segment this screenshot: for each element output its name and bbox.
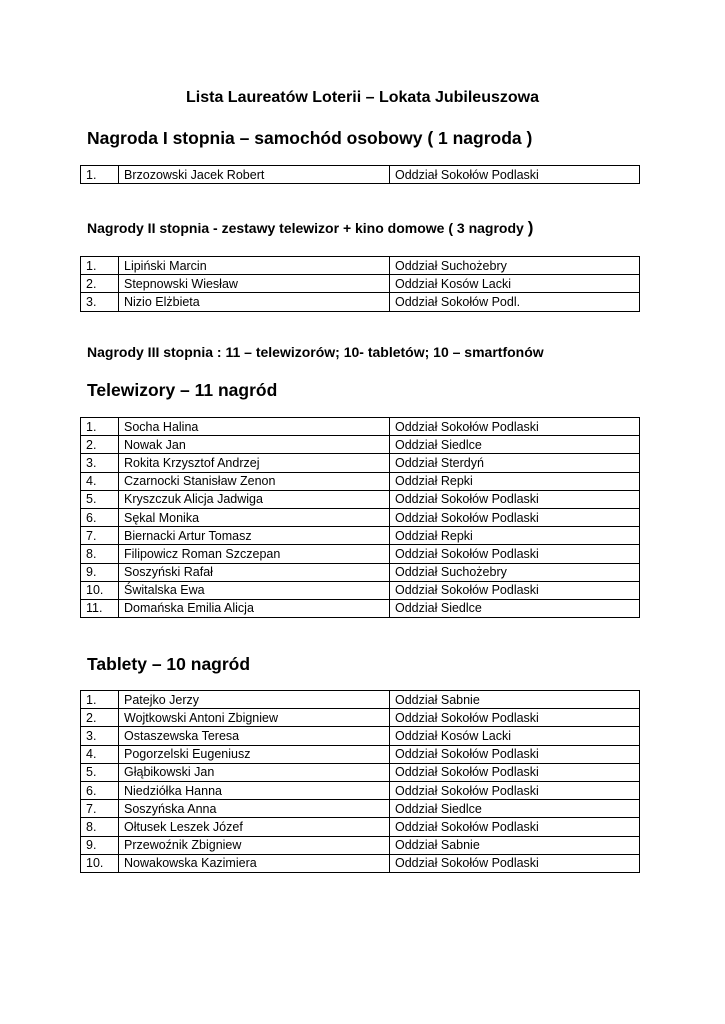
branch-name: Oddział Siedlce <box>390 599 640 617</box>
winner-name: Pogorzelski Eugeniusz <box>119 745 390 763</box>
winner-name: Ostaszewska Teresa <box>119 727 390 745</box>
row-number: 6. <box>81 508 119 526</box>
row-number: 2. <box>81 436 119 454</box>
prize2-heading-close: ) <box>527 218 534 237</box>
table-row <box>81 472 640 490</box>
row-number: 4. <box>81 745 119 763</box>
branch-name: Oddział Repki <box>390 472 640 490</box>
table-row <box>81 508 640 526</box>
winner-name: Socha Halina <box>119 418 390 436</box>
row-number: 8. <box>81 818 119 836</box>
row-number: 8. <box>81 545 119 563</box>
winner-name: Sękal Monika <box>119 508 390 526</box>
row-number: 10. <box>81 854 119 872</box>
winner-name: Biernacki Artur Tomasz <box>119 527 390 545</box>
winner-name: Nowak Jan <box>119 436 390 454</box>
table-row <box>81 257 640 275</box>
branch-name: Oddział Sabnie <box>390 691 640 709</box>
tv-table <box>80 417 640 618</box>
branch-name: Oddział Sokołów Podlaski <box>390 545 640 563</box>
table-row <box>81 490 640 508</box>
winner-name: Lipiński Marcin <box>119 257 390 275</box>
prize2-heading-text: Nagrody II stopnia - zestawy telewizor + kino domowe ( 3 nagrody <box>87 220 524 236</box>
winner-name: Domańska Emilia Alicja <box>119 599 390 617</box>
prize2-table <box>80 256 640 312</box>
branch-name: Oddział Sokołów Podlaski <box>390 763 640 781</box>
row-number: 1. <box>81 691 119 709</box>
prize1-table <box>80 165 640 184</box>
winner-name: Nowakowska Kazimiera <box>119 854 390 872</box>
row-number: 2. <box>81 709 119 727</box>
winner-name: Niedziółka Hanna <box>119 781 390 799</box>
table-row <box>81 545 640 563</box>
branch-name: Oddział Sokołów Podlaski <box>390 854 640 872</box>
branch-name: Oddział Sokołów Podlaski <box>390 709 640 727</box>
table-row <box>81 854 640 872</box>
winner-name: Stepnowski Wiesław <box>119 275 390 293</box>
row-number: 3. <box>81 727 119 745</box>
row-number: 1. <box>81 418 119 436</box>
branch-name: Oddział Repki <box>390 527 640 545</box>
branch-name: Oddział Sokołów Podlaski <box>390 166 640 184</box>
row-number: 3. <box>81 293 119 311</box>
row-number: 7. <box>81 800 119 818</box>
table-row <box>81 527 640 545</box>
table-row <box>81 166 640 184</box>
branch-name: Oddział Siedlce <box>390 800 640 818</box>
tv-heading: Telewizory – 11 nagród <box>87 380 278 400</box>
winner-name: Głąbikowski Jan <box>119 763 390 781</box>
table-row <box>81 709 640 727</box>
table-row <box>81 691 640 709</box>
branch-name: Oddział Kosów Lacki <box>390 727 640 745</box>
branch-name: Oddział Sterdyń <box>390 454 640 472</box>
table-row <box>81 293 640 311</box>
branch-name: Oddział Sokołów Podlaski <box>390 418 640 436</box>
branch-name: Oddział Sokołów Podl. <box>390 293 640 311</box>
table-row <box>81 727 640 745</box>
winner-name: Ołtusek Leszek Józef <box>119 818 390 836</box>
prize1-heading: Nagroda I stopnia – samochód osobowy ( 1 nagroda ) <box>87 128 533 148</box>
branch-name: Oddział Sokołów Podlaski <box>390 781 640 799</box>
row-number: 7. <box>81 527 119 545</box>
branch-name: Oddział Kosów Lacki <box>390 275 640 293</box>
winner-name: Nizio Elżbieta <box>119 293 390 311</box>
winner-name: Patejko Jerzy <box>119 691 390 709</box>
table-row <box>81 836 640 854</box>
row-number: 5. <box>81 490 119 508</box>
prize3-heading: Nagrody III stopnia : 11 – telewizorów; 10- tabletów; 10 – smartfonów <box>87 344 544 360</box>
tablets-table <box>80 690 640 873</box>
branch-name: Oddział Suchożebry <box>390 257 640 275</box>
document-title: Lista Laureatów Loterii – Lokata Jubileuszowa <box>186 89 539 106</box>
row-number: 10. <box>81 581 119 599</box>
branch-name: Oddział Sokołów Podlaski <box>390 508 640 526</box>
branch-name: Oddział Sabnie <box>390 836 640 854</box>
winner-name: Czarnocki Stanisław Zenon <box>119 472 390 490</box>
winner-name: Wojtkowski Antoni Zbigniew <box>119 709 390 727</box>
table-row <box>81 599 640 617</box>
row-number: 6. <box>81 781 119 799</box>
winner-name: Brzozowski Jacek Robert <box>119 166 390 184</box>
row-number: 1. <box>81 257 119 275</box>
table-row <box>81 275 640 293</box>
table-row <box>81 763 640 781</box>
table-row <box>81 800 640 818</box>
table-row <box>81 581 640 599</box>
winner-name: Kryszczuk Alicja Jadwiga <box>119 490 390 508</box>
winner-name: Przewoźnik Zbigniew <box>119 836 390 854</box>
row-number: 4. <box>81 472 119 490</box>
winner-name: Rokita Krzysztof Andrzej <box>119 454 390 472</box>
table-row <box>81 436 640 454</box>
branch-name: Oddział Suchożebry <box>390 563 640 581</box>
table-row <box>81 418 640 436</box>
winner-name: Świtalska Ewa <box>119 581 390 599</box>
row-number: 11. <box>81 599 119 617</box>
row-number: 3. <box>81 454 119 472</box>
branch-name: Oddział Siedlce <box>390 436 640 454</box>
winner-name: Soszyński Rafał <box>119 563 390 581</box>
table-row <box>81 781 640 799</box>
table-row <box>81 818 640 836</box>
row-number: 5. <box>81 763 119 781</box>
branch-name: Oddział Sokołów Podlaski <box>390 490 640 508</box>
row-number: 9. <box>81 563 119 581</box>
row-number: 2. <box>81 275 119 293</box>
branch-name: Oddział Sokołów Podlaski <box>390 818 640 836</box>
branch-name: Oddział Sokołów Podlaski <box>390 745 640 763</box>
winner-name: Filipowicz Roman Szczepan <box>119 545 390 563</box>
prize2-heading <box>87 219 533 237</box>
table-row <box>81 454 640 472</box>
table-row <box>81 745 640 763</box>
winner-name: Soszyńska Anna <box>119 800 390 818</box>
tablets-heading: Tablety – 10 nagród <box>87 654 251 674</box>
branch-name: Oddział Sokołów Podlaski <box>390 581 640 599</box>
row-number: 1. <box>81 166 119 184</box>
table-row <box>81 563 640 581</box>
row-number: 9. <box>81 836 119 854</box>
